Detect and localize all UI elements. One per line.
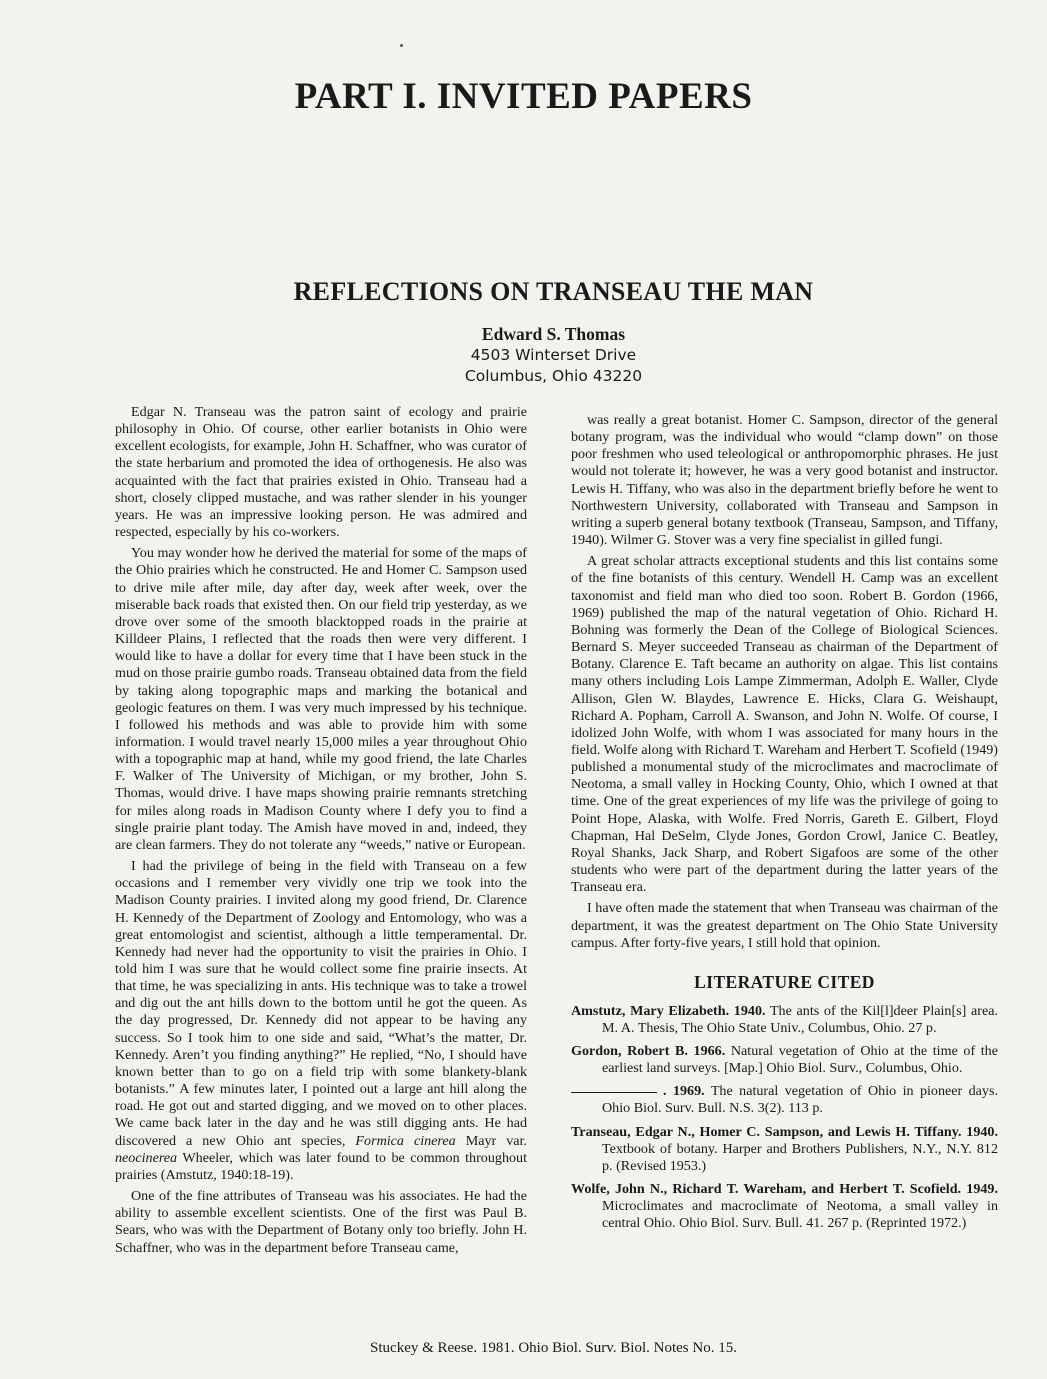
footer-citation: Stuckey & Reese. 1981. Ohio Biol. Surv. Biol. Notes No. 15. <box>370 1340 737 1356</box>
reference-year: 1949. <box>966 1180 998 1197</box>
address-city: Columbus, Ohio 43220 <box>464 367 643 385</box>
paragraph-text: Wheeler, which was later found to be common throughout prairies (Amstutz, 1940:18-19). <box>115 1149 527 1183</box>
right-column <box>571 412 998 1238</box>
reference-item <box>571 1181 998 1232</box>
reference-text: The ants of the Kil[l]deer Plain[s] area. M. A. Thesis, The Ohio State Univ., Columbus, Ohio. 27 p. <box>602 1003 998 1037</box>
reference-text: Natural vegetation of Ohio at the time of the earliest land surveys. [Map.] Ohio Biol. Surv., Columbus, Ohio. <box>602 1043 998 1077</box>
reference-year: 1940. <box>733 1003 766 1019</box>
reference-list <box>571 1003 998 1232</box>
address-street: 4503 Winterset Drive <box>470 346 637 364</box>
speck-mark <box>400 44 403 47</box>
reference-text: Textbook of botany. Harper and Brothers Publishers, N.Y., N.Y. 812 p. (Revised 1953.) <box>602 1140 998 1174</box>
reference-item <box>571 1083 998 1117</box>
reference-item <box>571 1043 998 1077</box>
reference-author: Transeau, Edgar N., Homer C. Sampson, and Lewis H. Tiffany. <box>571 1123 962 1140</box>
literature-cited-heading: LITERATURE CITED <box>694 971 875 992</box>
species-name: Formica cinerea <box>355 1132 456 1149</box>
byline <box>0 324 1047 387</box>
reference-year: . 1969. <box>663 1083 705 1100</box>
paragraph <box>115 858 527 1184</box>
article-title: REFLECTIONS ON TRANSEAU THE MAN <box>293 277 814 306</box>
paragraph-text: I had the privilege of being in the field with Transeau on a few occasions and I remember very vividly one trip we took into the Madison County prairies. I invited along my good friend, Dr. Clarence H. Kennedy of the Department of Zoology and Entomology, who was a great entomologist and scientist, although a little temperamental. Dr. Kennedy had never had the opportunity to visit the prairies in Ohio. I told him I was sure that he would collect some fine prairie insects. At that time, he was specializing in ants. His technique was to take a trowel and dig out the ant hills down to the bottom until he got the queen. As the day progressed, Dr. Kennedy did not appear to be having any success. So I took him to one side and said, “What’s the matter, Dr. Kennedy. Aren’t you finding anything?” He replied, “No, I should have known better than to go on a field trip with some blankety-blank botanists.” A few minutes later, I pointed out a large ant hill along the road. He got out and started digging, and we moved on to other places. We came back later in the day and he was still digging ants. He had discovered a new Ohio ant species, <box>115 858 527 1149</box>
variety-name: neocinerea <box>115 1149 178 1166</box>
reference-author: Wolfe, John N., Richard T. Wareham, and Herbert T. Scofield. <box>571 1180 962 1197</box>
reference-year: 1966. <box>693 1043 726 1060</box>
reference-item <box>571 1124 998 1175</box>
reference-author: Gordon, Robert B. <box>571 1043 688 1060</box>
paragraph: I have often made the statement that when Transeau was chairman of the department, it was the greatest department on The Ohio State University campus. After forty-five years, I still hold that opinion. <box>571 900 998 951</box>
author-name: Edward S. Thomas <box>481 324 626 344</box>
paragraph-text: Mayr var. <box>455 1132 527 1149</box>
paragraph: You may wonder how he derived the material for some of the maps of the Ohio prairies which he constructed. He and Homer C. Sampson used to drive mile after mile, day after day, week after week, over the miserable back roads that existed then. On our field trip yesterday, as we drove over some of the smooth blacktopped roads in the prairie at Killdeer Plains, I reflected that the roads then were very different. I would like to have a dollar for every time that I have been stuck in the mud on those prairie gumbo roads. Transeau obtained data from the field by taking along topographic maps and marking the botanical and geologic features on them. I was very much impressed by his technique. I followed his methods and was able to provide him with some information. I would travel nearly 15,000 miles a year throughout Ohio with a topographic map at hand, while my good friend, the late Charles F. Walker of The University of Michigan, or my brother, John S. Thomas, would drive. I have maps showing prairie remnants stretching for miles along roads in Madison County where I defy you to find a single prairie plant today. The Amish have moved in and, indeed, they are clean farmers. They do not tolerate any “weeds,” native or European. <box>115 545 527 853</box>
paragraph: A great scholar attracts exceptional students and this list contains some of the fine botanists of this century. Wendell H. Camp was an excellent taxonomist and field man who died too soon. Robert B. Gordon (1966, 1969) published the map of the natural vegetation of Ohio. Richard H. Bohning was formerly the Dean of the College of Biological Sciences. Bernard S. Meyer succeeded Transeau as chairman of the Department of Botany. Clarence E. Taft became an authority on algae. This list contains many others including Lois Lampe Zimmerman, Adolph E. Waller, Clyde Allison, Glen W. Blaydes, Lawrence E. Hicks, Clara G. Weishaupt, Richard A. Popham, Carroll A. Swanson, and John N. Wolfe. Of course, I idolized John Wolfe, with whom I was associated for many hours in the field. Wolfe along with Richard T. Wareham and Herbert T. Scofield (1949) published a monumental study of the microclimates and macroclimate of Neotoma, a small valley in Hocking County, Ohio, which I owned at that time. One of the great experiences of my life was the privilege of going to Point Hope, Alaska, with Wolfe. Fred Norris, Gareth E. Gilbert, Floyd Chapman, Hal DeSelm, Clyde Jones, Gordon Crowl, Janice C. Beatley, Royal Shanks, Jack Sharp, and Robert Sigafoos are some of the other students who were part of the department during the latter years of the Transeau era. <box>571 553 998 896</box>
reference-text: The natural vegetation of Ohio in pioneer days. Ohio Biol. Surv. Bull. N.S. 3(2). 113 p. <box>602 1083 998 1117</box>
repeat-author-rule <box>571 1092 657 1093</box>
left-column <box>115 404 527 1261</box>
reference-year: 1940. <box>966 1123 998 1140</box>
reference-author: Amstutz, Mary Elizabeth. <box>571 1003 730 1019</box>
reference-text: Microclimates and macroclimate of Neotoma, a small valley in central Ohio. Ohio Biol. Surv. Bull. 41. 267 p. (Reprinted 1972.) <box>602 1197 998 1232</box>
reference-item <box>571 1003 998 1037</box>
part-title: PART I. INVITED PAPERS <box>294 76 753 117</box>
paragraph: was really a great botanist. Homer C. Sampson, director of the general botany program, was the individual who would “clamp down” on those poor freshmen who used teleological or anthropomorphic phrases. He just would not tolerate it; however, he was a very good botanist and instructor. Lewis H. Tiffany, who was also in the department briefly before he went to Northwestern University, collaborated with Transeau and Sampson in writing a superb general botany textbook (Transeau, Sampson, and Tiffany, 1940). Wilmer G. Stover was a very fine specialist in gilled fungi. <box>571 412 998 549</box>
paragraph: One of the fine attributes of Transeau was his associates. He had the ability to assemble excellent scientists. One of the first was Paul B. Sears, who was with the Department of Botany only too briefly. John H. Schaffner, who was in the department before Transeau came, <box>115 1188 527 1256</box>
paragraph: Edgar N. Transeau was the patron saint of ecology and prairie philosophy in Ohio. Of course, other earlier botanists in Ohio were excellent ecologists, for example, John H. Schaffner, who was curator of the state herbarium and promoted the idea of orthogenesis. He also was acquainted with the fact that prairies existed in Ohio. Transeau had a short, closely clipped mustache, and was rather slender in his younger years. He was an impressive looking person. He was admired and respected, especially by his co-workers. <box>115 404 527 541</box>
